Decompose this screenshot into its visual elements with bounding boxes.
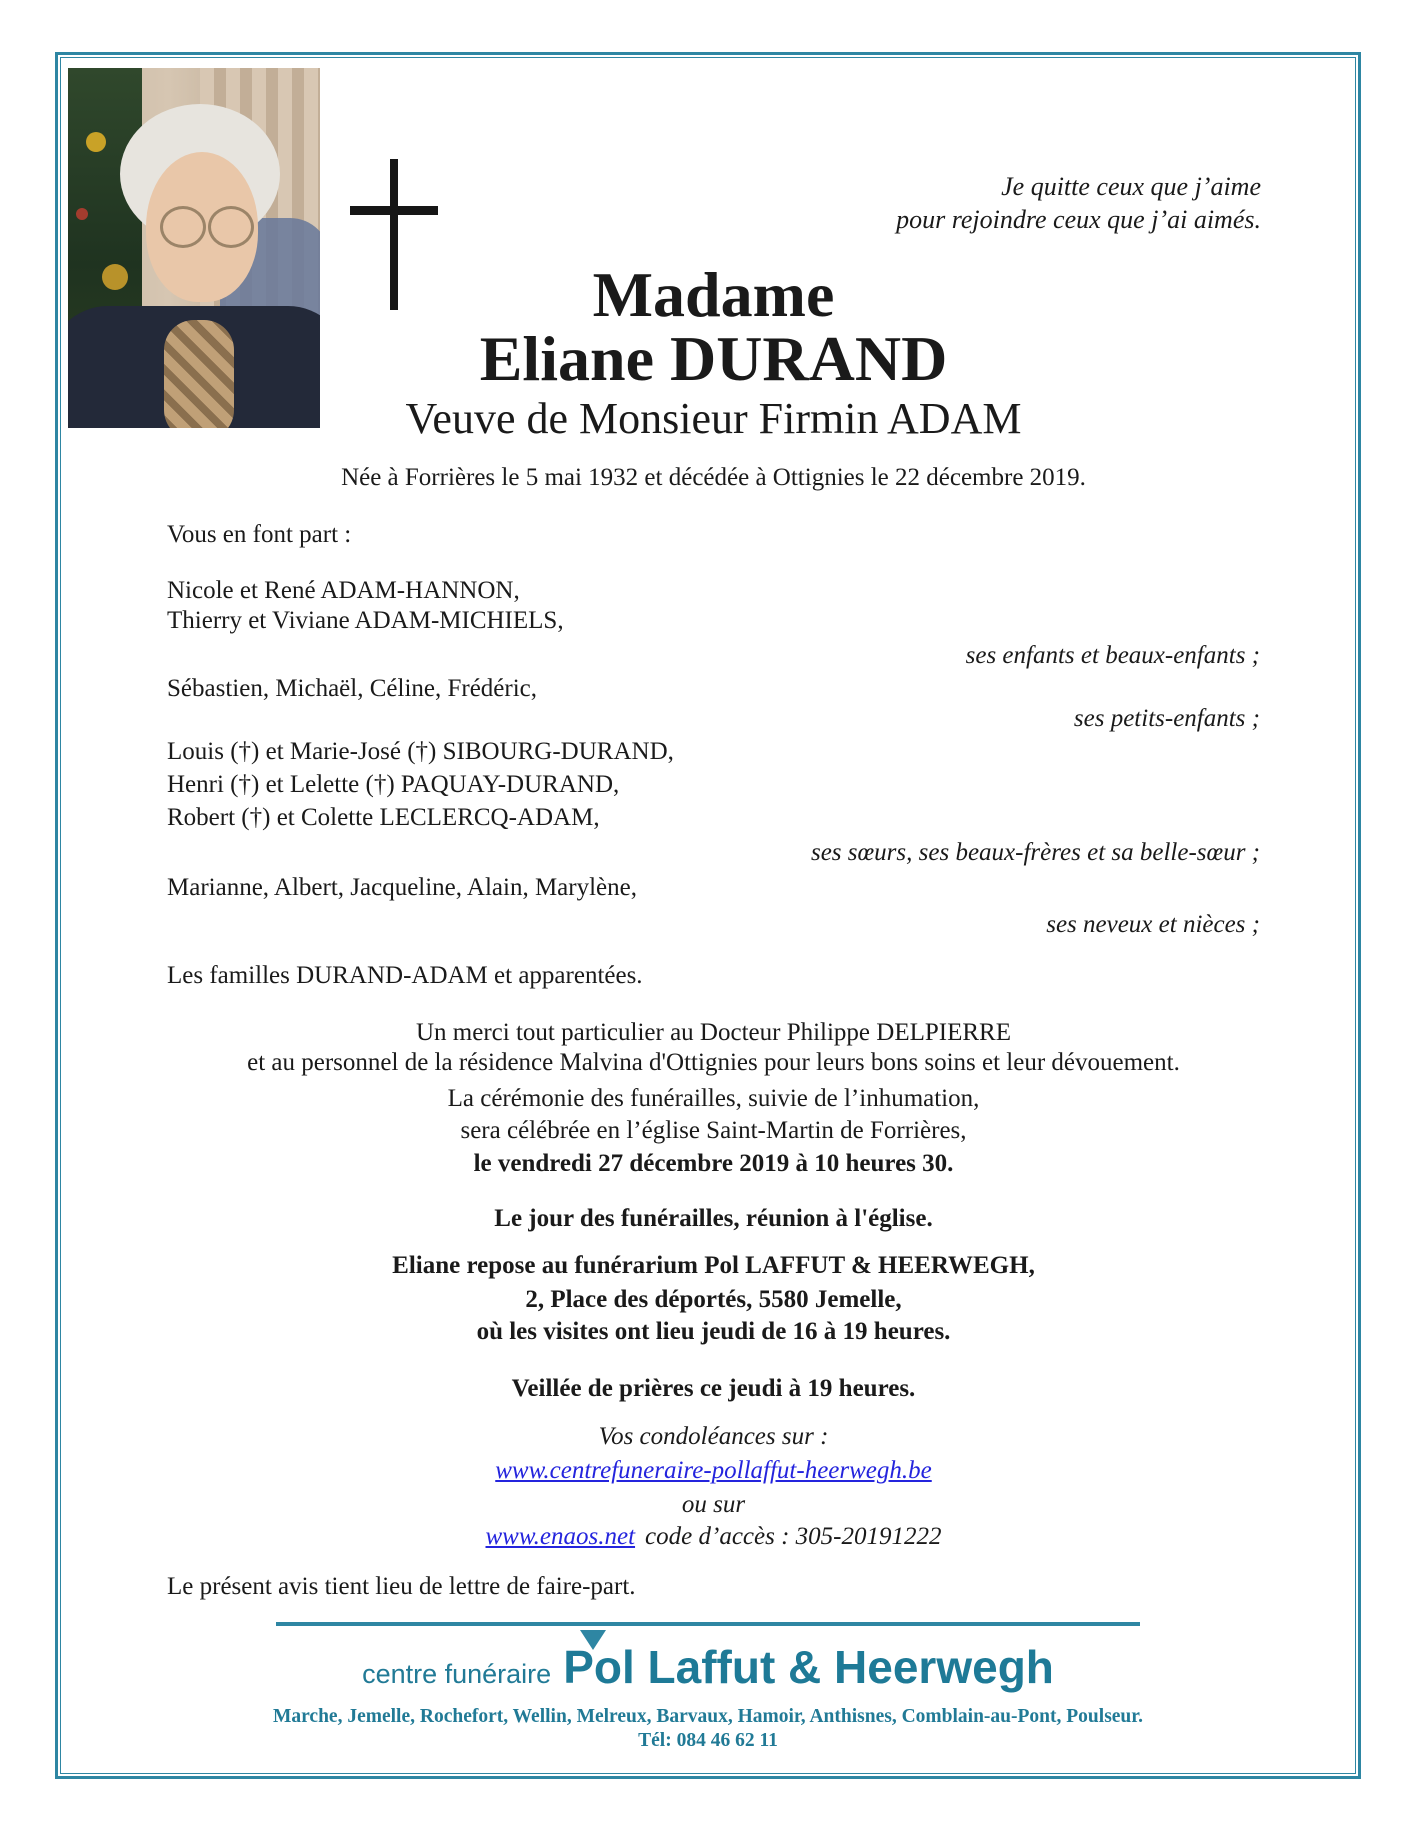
family-families-line: Les familles DURAND-ADAM et apparentées. xyxy=(167,962,643,989)
birth-death-line: Née à Forrières le 5 mai 1932 et décédée à Ottignies le 22 décembre 2019. xyxy=(341,464,1086,491)
footer-locations-line: Marche, Jemelle, Rochefort, Wellin, Melreux, Barvaux, Hamoir, Anthisnes, Comblain-au-Pont, Poulseur. xyxy=(272,1706,1144,1727)
epitaph-quote xyxy=(896,170,1261,236)
condolences-or-line: ou sur xyxy=(681,1491,746,1518)
family-grandchildren-role: ses petits-enfants ; xyxy=(1073,705,1260,732)
family-grandchildren-line: Sébastien, Michaël, Céline, Frédéric, xyxy=(167,675,538,702)
funeral-home-footer xyxy=(55,1622,1361,1752)
access-code-text: code d’accès : 305-20191222 xyxy=(645,1523,942,1550)
footer-phone-line: Tél: 084 46 62 11 xyxy=(638,1730,778,1751)
title-salutation: Madame xyxy=(592,259,835,330)
family-nephews-role: ses neveux et nièces ; xyxy=(1046,911,1260,938)
photo-red-bauble xyxy=(76,208,88,220)
photo-gold-bauble xyxy=(86,132,106,152)
enaos-website-link[interactable]: www.enaos.net xyxy=(485,1523,636,1550)
family-siblings-line: Louis (†) et Marie-José (†) SIBOURG-DURAND, xyxy=(167,738,674,765)
family-nephews-line: Marianne, Albert, Jacqueline, Alain, Marylène, xyxy=(167,874,637,901)
thanks-line1: Un merci tout particulier au Docteur Philippe DELPIERRE xyxy=(416,1019,1011,1046)
repose-line1: Eliane repose au funérarium Pol LAFFUT & HEERWEGH, xyxy=(392,1252,1035,1279)
family-children-role: ses enfants et beaux-enfants ; xyxy=(965,642,1260,669)
funeral-home-logo xyxy=(55,1641,1361,1702)
announcement-intro: Vous en font part : xyxy=(167,521,352,548)
condolences-intro: Vos condoléances sur : xyxy=(598,1423,829,1450)
epitaph-quote-line1: Je quitte ceux que j’aime xyxy=(1001,172,1261,201)
logo-triangle-icon xyxy=(580,1630,606,1650)
ceremony-line2: sera célébrée en l’église Saint-Martin de Forrières, xyxy=(460,1117,967,1144)
footer-divider-rule xyxy=(276,1622,1140,1626)
logo-brand-name: Pol Laffut & Heerwegh xyxy=(563,1641,1054,1693)
logo-brand-prefix: centre funéraire xyxy=(362,1659,552,1689)
epitaph-quote-line2: pour rejoindre ceux que j’ai aimés. xyxy=(896,205,1261,234)
ceremony-reunion-line: Le jour des funérailles, réunion à l'église. xyxy=(494,1205,933,1232)
title-block xyxy=(167,259,1260,448)
vigil-line: Veillée de prières ce jeudi à 19 heures. xyxy=(511,1375,916,1402)
condolences-link2-line xyxy=(167,1522,1260,1552)
photo-eyeglasses xyxy=(160,206,206,248)
family-children-line: Thierry et Viviane ADAM-MICHIELS, xyxy=(167,607,564,634)
ceremony-line1: La cérémonie des funérailles, suivie de l’inhumation, xyxy=(447,1085,980,1112)
repose-address-line: 2, Place des déportés, 5580 Jemelle, xyxy=(525,1286,902,1313)
announcement-body xyxy=(167,520,1260,1602)
family-siblings-line: Henri (†) et Lelette (†) PAQUAY-DURAND, xyxy=(167,771,620,798)
family-children-line: Nicole et René ADAM-HANNON, xyxy=(167,577,520,604)
thanks-line2: et au personnel de la résidence Malvina d'Ottignies pour leurs bons soins et leur dévouement. xyxy=(247,1049,1180,1076)
photo-gold-bauble xyxy=(102,264,128,290)
repose-visits-line: où les visites ont lieu jeudi de 16 à 19 heures. xyxy=(476,1318,951,1345)
widow-relation-line: Veuve de Monsieur Firmin ADAM xyxy=(405,394,1022,443)
notice-line: Le présent avis tient lieu de lettre de faire-part. xyxy=(167,1573,636,1600)
photo-eyeglasses xyxy=(208,206,254,248)
deceased-name: Eliane DURAND xyxy=(479,323,948,394)
condolences-link1-line xyxy=(167,1456,1260,1486)
funeral-home-website-link[interactable]: www.centrefuneraire-pollaffut-heerwegh.be xyxy=(495,1457,932,1484)
family-siblings-role: ses sœurs, ses beaux-frères et sa belle-sœur ; xyxy=(810,839,1260,866)
family-siblings-line: Robert (†) et Colette LECLERCQ-ADAM, xyxy=(167,804,600,831)
ceremony-date-line: le vendredi 27 décembre 2019 à 10 heures 30. xyxy=(473,1150,954,1177)
